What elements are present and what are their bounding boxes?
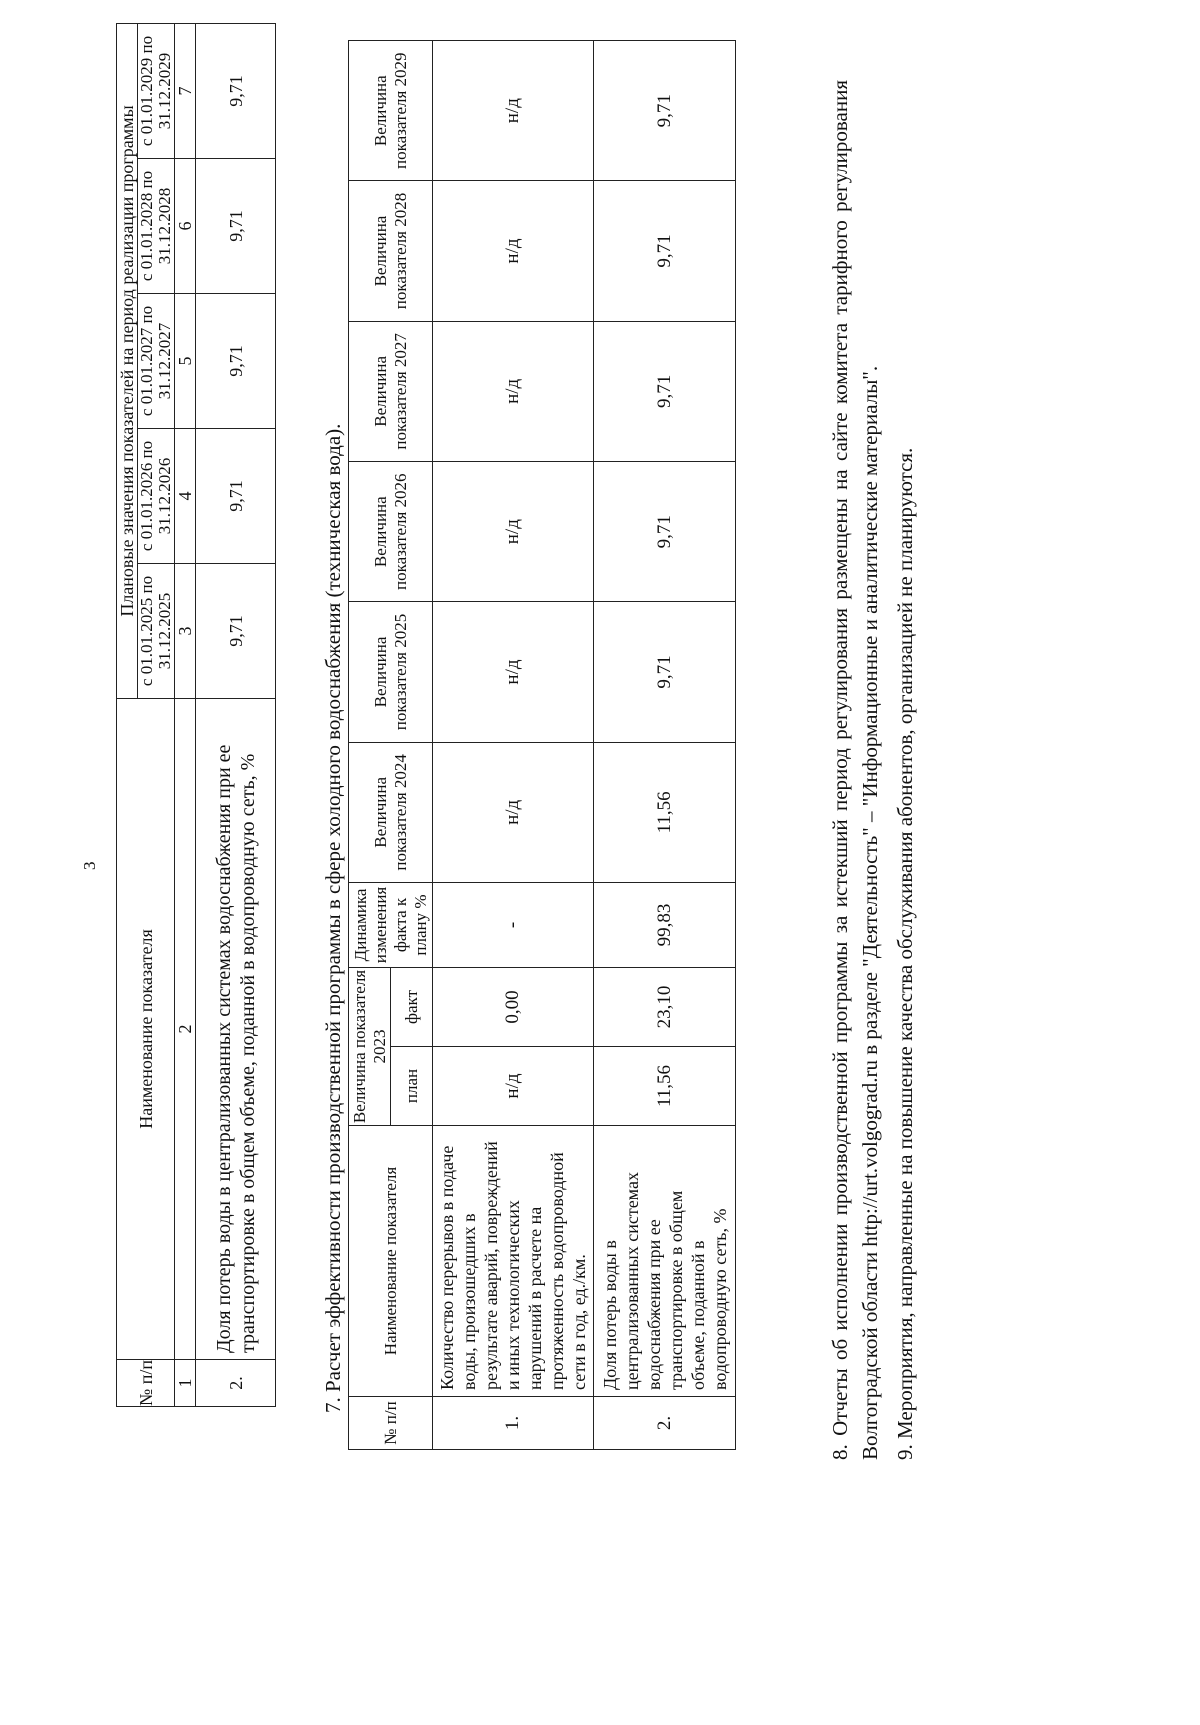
row-name: Количество перерывов в подаче воды, произошедших в результате аварий, повреждений и иных технологических нарушений в расчете на протяженность водопроводной сети в год, ед./км.: [433, 1126, 594, 1397]
page-number: 3: [80, 861, 99, 870]
col-plan-header: план: [391, 1047, 433, 1126]
year-header: Величина показателя 2029: [349, 41, 433, 181]
col-index: 2: [175, 699, 196, 1360]
row-year-value: 9,71: [594, 321, 736, 461]
year-header: Величина показателя 2025: [349, 602, 433, 742]
col-fact-header: факт: [391, 968, 433, 1047]
row-fact: 0,00: [433, 968, 594, 1047]
row-dynamics: -: [433, 883, 594, 968]
col-plan-group-header: Плановые значения показателей на период реализации программы: [117, 24, 138, 699]
col-index: 6: [175, 159, 196, 294]
row-name: Доля потерь воды в централизованных системах водоснабжения при ее транспортировке в общем объеме, поданной в водопроводную сеть, %: [196, 699, 276, 1360]
table-row: [594, 41, 736, 1450]
year-header: Величина показателя 2026: [349, 462, 433, 602]
col-dynamics-header: Динамика изменения факта к плану %: [349, 883, 433, 968]
paragraph-8: 8. Отчеты об исполнении производственной программы за истекший период регулирования размещены на сайте комитета тарифного регулирования Волгоградской области http://urt.volgograd.ru в разделе "Деятельность" – "Информационные и аналитические материалы".: [828, 80, 882, 1460]
row-year-value: 9,71: [594, 41, 736, 181]
row-year-value: н/д: [433, 181, 594, 321]
period-header: с 01.01.2026 по 31.12.2026: [138, 429, 175, 564]
row-value: 9,71: [196, 294, 276, 429]
period-header: с 01.01.2028 по 31.12.2028: [138, 159, 175, 294]
row-value: 9,71: [196, 564, 276, 699]
row-value: 9,71: [196, 159, 276, 294]
row-num: 2.: [196, 1360, 276, 1407]
paragraph-9: 9. Мероприятия, направленные на повышение качества обслуживания абонентов, организацией не планируются.: [893, 447, 917, 1460]
col-2023-header: Величина показателя 2023: [349, 968, 391, 1126]
row-num: 1.: [433, 1397, 594, 1450]
section-7-title: 7. Расчет эффективности производственной программы в сфере холодного водоснабжения (техническая вода).: [321, 423, 345, 1413]
row-plan: 11,56: [594, 1047, 736, 1126]
row-num: 2.: [594, 1397, 736, 1450]
col-num-header: № п/п: [349, 1397, 433, 1450]
row-dynamics: 99,83: [594, 883, 736, 968]
row-year-value: н/д: [433, 602, 594, 742]
period-header: с 01.01.2029 по 31.12.2029: [138, 24, 175, 159]
row-year-value: 9,71: [594, 602, 736, 742]
year-header: Величина показателя 2024: [349, 742, 433, 882]
col-name-header: Наименование показателя: [349, 1126, 433, 1397]
table-row: [196, 24, 276, 1407]
table-row: [433, 41, 594, 1450]
period-header: с 01.01.2025 по 31.12.2025: [138, 564, 175, 699]
row-plan: н/д: [433, 1047, 594, 1126]
col-index: 1: [175, 1360, 196, 1407]
col-index: 7: [175, 24, 196, 159]
period-header: с 01.01.2027 по 31.12.2027: [138, 294, 175, 429]
row-year-value: н/д: [433, 321, 594, 461]
row-year-value: н/д: [433, 742, 594, 882]
row-year-value: 11,56: [594, 742, 736, 882]
col-index: 5: [175, 294, 196, 429]
col-name-header: Наименование показателя: [117, 699, 175, 1360]
row-name: Доля потерь воды в централизованных системах водоснабжения при ее транспортировке в общем объеме, поданной в водопроводную сеть, %: [594, 1126, 736, 1397]
row-year-value: 9,71: [594, 462, 736, 602]
row-year-value: н/д: [433, 41, 594, 181]
col-index: 4: [175, 429, 196, 564]
col-index: 3: [175, 564, 196, 699]
row-fact: 23,10: [594, 968, 736, 1047]
index-row: [175, 24, 196, 1407]
year-header: Величина показателя 2027: [349, 321, 433, 461]
year-header: Величина показателя 2028: [349, 181, 433, 321]
col-num-header: № п/п: [117, 1360, 175, 1407]
row-value: 9,71: [196, 24, 276, 159]
row-year-value: 9,71: [594, 181, 736, 321]
row-year-value: н/д: [433, 462, 594, 602]
row-value: 9,71: [196, 429, 276, 564]
plan-values-table: [116, 23, 276, 1407]
efficiency-table: [348, 40, 736, 1450]
